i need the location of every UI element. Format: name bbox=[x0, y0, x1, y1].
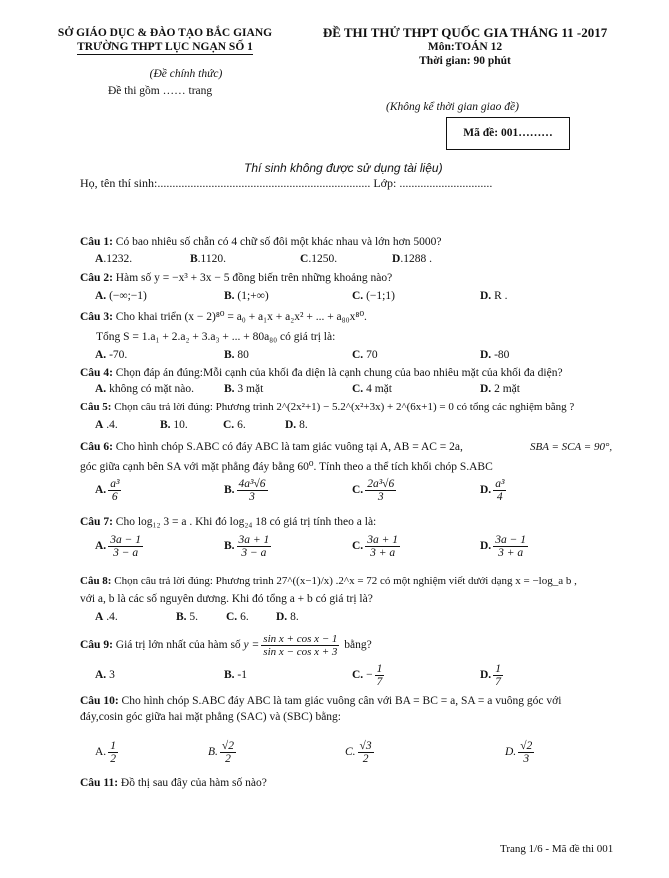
q9-option-b: B. -1 bbox=[224, 669, 248, 681]
question-11: Câu 11: Đồ thị sau đây của hàm số nào? bbox=[80, 777, 267, 789]
q3-option-d: D. -80 bbox=[480, 349, 510, 361]
header-right bbox=[300, 26, 630, 68]
q4-option-a: A. không có mặt nào. bbox=[95, 383, 195, 395]
q1-option-c: C.1250. bbox=[300, 253, 338, 265]
question-10: Câu 10: Cho hình chóp S.ABC đáy ABC là tam giác vuông cân với BA = BC = a, SA = a vuông góc với bbox=[80, 695, 562, 707]
q7-option-d: D. $\frac{3a - 1}{3 + a}$ bbox=[480, 534, 526, 559]
school-name: TRƯỜNG THPT LỤC NGẠN SỐ 1 bbox=[77, 41, 253, 53]
q4-option-b: B. 3 mặt bbox=[224, 383, 264, 395]
official-label: (Đề chính thức) bbox=[149, 68, 223, 80]
question-7: Câu 7: Cho log₁₂ 3 = a . Khi đó log₂₄ 18 có giá trị tính theo a là: bbox=[80, 516, 377, 528]
q10-option-c: C. $\frac{√3}{2}$ bbox=[345, 740, 372, 765]
q2-option-d: D. R . bbox=[480, 290, 508, 302]
header-left bbox=[40, 26, 290, 55]
q3-option-b: B. 80 bbox=[224, 349, 249, 361]
question-9: Câu 9: Giá trị lớn nhất của hàm số y = $\frac{\text{sin x + cos x − 1}}{\text{sin x − cos x + 3}}$ bằng? bbox=[80, 633, 372, 658]
q8-option-b: B. 5. bbox=[176, 611, 199, 623]
q6-subtext: góc giữa cạnh bên SA với mặt phẳng đáy bằng 60⁰. Tính theo a thể tích khối chóp S.ABC bbox=[80, 461, 493, 473]
q9-option-a: A. 3 bbox=[95, 669, 115, 681]
q8-option-c: C. 6. bbox=[226, 611, 249, 623]
question-2: Câu 2: Hàm số y = −x³ + 3x − 5 đồng biến trên những khoảng nào? bbox=[80, 272, 393, 284]
q6-option-d: D. $\frac{\text{a³}}{4}$ bbox=[480, 478, 505, 503]
question-1: Câu 1: Có bao nhiêu số chẵn có 4 chữ số đôi một khác nhau và lớn hơn 5000? bbox=[80, 236, 442, 248]
q3-option-a: A. -70. bbox=[95, 349, 128, 361]
q4-option-c: C. 4 mặt bbox=[352, 383, 392, 395]
q10-option-a: A. $\frac{1}{2}$ bbox=[95, 740, 116, 765]
q3-subtext: Tổng S = 1.a₁ + 2.a₂ + 3.a₃ + ... + 80a₈₀ có giá trị là: bbox=[96, 331, 336, 343]
exam-title: ĐỀ THI THỬ THPT QUỐC GIA THÁNG 11 -2017 bbox=[322, 25, 608, 40]
q6-option-a: A. $\frac{\text{a³}}{6}$ bbox=[95, 478, 120, 503]
student-name-line: Họ, tên thí sinh:....................................................................... Lớp: ............................... bbox=[80, 176, 493, 190]
exam-code-box: Mã đề: 001……… bbox=[446, 117, 570, 150]
question-6: Câu 6: Cho hình chóp S.ABC có đáy ABC là tam giác vuông tại A, AB = AC = 2a, bbox=[80, 441, 463, 453]
question-5: Câu 5: Chọn câu trả lời đúng: Phương trình 2^(2x²+1) − 5.2^(x²+3x) + 2^(6x+1) = 0 có tổng các nghiệm bằng ? bbox=[80, 401, 575, 413]
q10-subtext: đáy,cosin góc giữa hai mặt phẳng (SAC) và (SBC) bằng: bbox=[80, 711, 341, 723]
q8-option-d: D. 8. bbox=[276, 611, 299, 623]
question-3: Câu 3: Cho khai triển (x − 2)⁸⁰ = a₀ + a₁x + a₂x² + ... + a₈₀x⁸⁰. bbox=[80, 311, 367, 323]
question-8: Câu 8: Chọn câu trả lời đúng: Phương trình 27^((x−1)/x) .2^x = 72 có một nghiệm viết dưới dạng x = −log_a b , bbox=[80, 575, 577, 587]
q7-option-b: B. $\frac{3a + 1}{3 - a}$ bbox=[224, 534, 270, 559]
page-count: Đề thi gồm …… trang bbox=[108, 85, 213, 97]
q10-option-d: D. $\frac{√2}{3}$ bbox=[505, 740, 533, 765]
q9-option-c: C. − $\frac{1}{7}$ bbox=[352, 663, 383, 688]
page-footer: Trang 1/6 - Mã đề thi 001 bbox=[500, 843, 614, 855]
q1-option-d: D.1288 . bbox=[392, 253, 432, 265]
department-name: SỞ GIÁO DỤC & ĐÀO TẠO BẮC GIANG bbox=[57, 27, 273, 39]
time-note: (Không kể thời gian giao đề) bbox=[386, 101, 519, 113]
q6-option-b: B. $\frac{\text{4a³√6}}{3}$ bbox=[224, 478, 266, 503]
q5-option-c: C. 6. bbox=[223, 419, 246, 431]
q2-option-b: B. (1;+∞) bbox=[224, 290, 269, 302]
q10-option-b: B. $\frac{√2}{2}$ bbox=[208, 740, 234, 765]
q2-option-c: C. (−1;1) bbox=[352, 290, 395, 302]
q4-option-d: D. 2 mặt bbox=[480, 383, 520, 395]
q1-option-a: A.1232. bbox=[95, 253, 133, 265]
q7-option-a: A. $\frac{3a - 1}{3 - a}$ bbox=[95, 534, 141, 559]
q8-subtext: với a, b là các số nguyên dương. Khi đó tổng a + b có giá trị là? bbox=[80, 593, 373, 605]
no-documents-note: Thí sinh không được sử dụng tài liệu) bbox=[244, 161, 443, 175]
q9-option-d: D. $\frac{1}{7}$ bbox=[480, 663, 501, 688]
q7-option-c: C. $\frac{3a + 1}{3 + a}$ bbox=[352, 534, 398, 559]
q2-option-a: A. (−∞;−1) bbox=[95, 290, 147, 302]
q5-option-b: B. 10. bbox=[160, 419, 188, 431]
q3-option-c: C. 70 bbox=[352, 349, 378, 361]
q1-option-b: B.1120. bbox=[190, 253, 226, 265]
subject: Môn:TOÁN 12 bbox=[427, 41, 503, 53]
q6-option-c: C. $\frac{\text{2a³√6}}{3}$ bbox=[352, 478, 395, 503]
exam-time: Thời gian: 90 phút bbox=[419, 55, 511, 67]
q6-angle-condition: SBA = SCA = 90°, bbox=[530, 441, 613, 453]
q5-option-a: A .4. bbox=[95, 419, 118, 431]
q8-option-a: A .4. bbox=[95, 611, 118, 623]
question-4: Câu 4: Chọn đáp án đúng:Mỗi cạnh của khối đa diện là cạnh chung của bao nhiêu mặt của khối đa diện? bbox=[80, 367, 563, 379]
q5-option-d: D. 8. bbox=[285, 419, 308, 431]
